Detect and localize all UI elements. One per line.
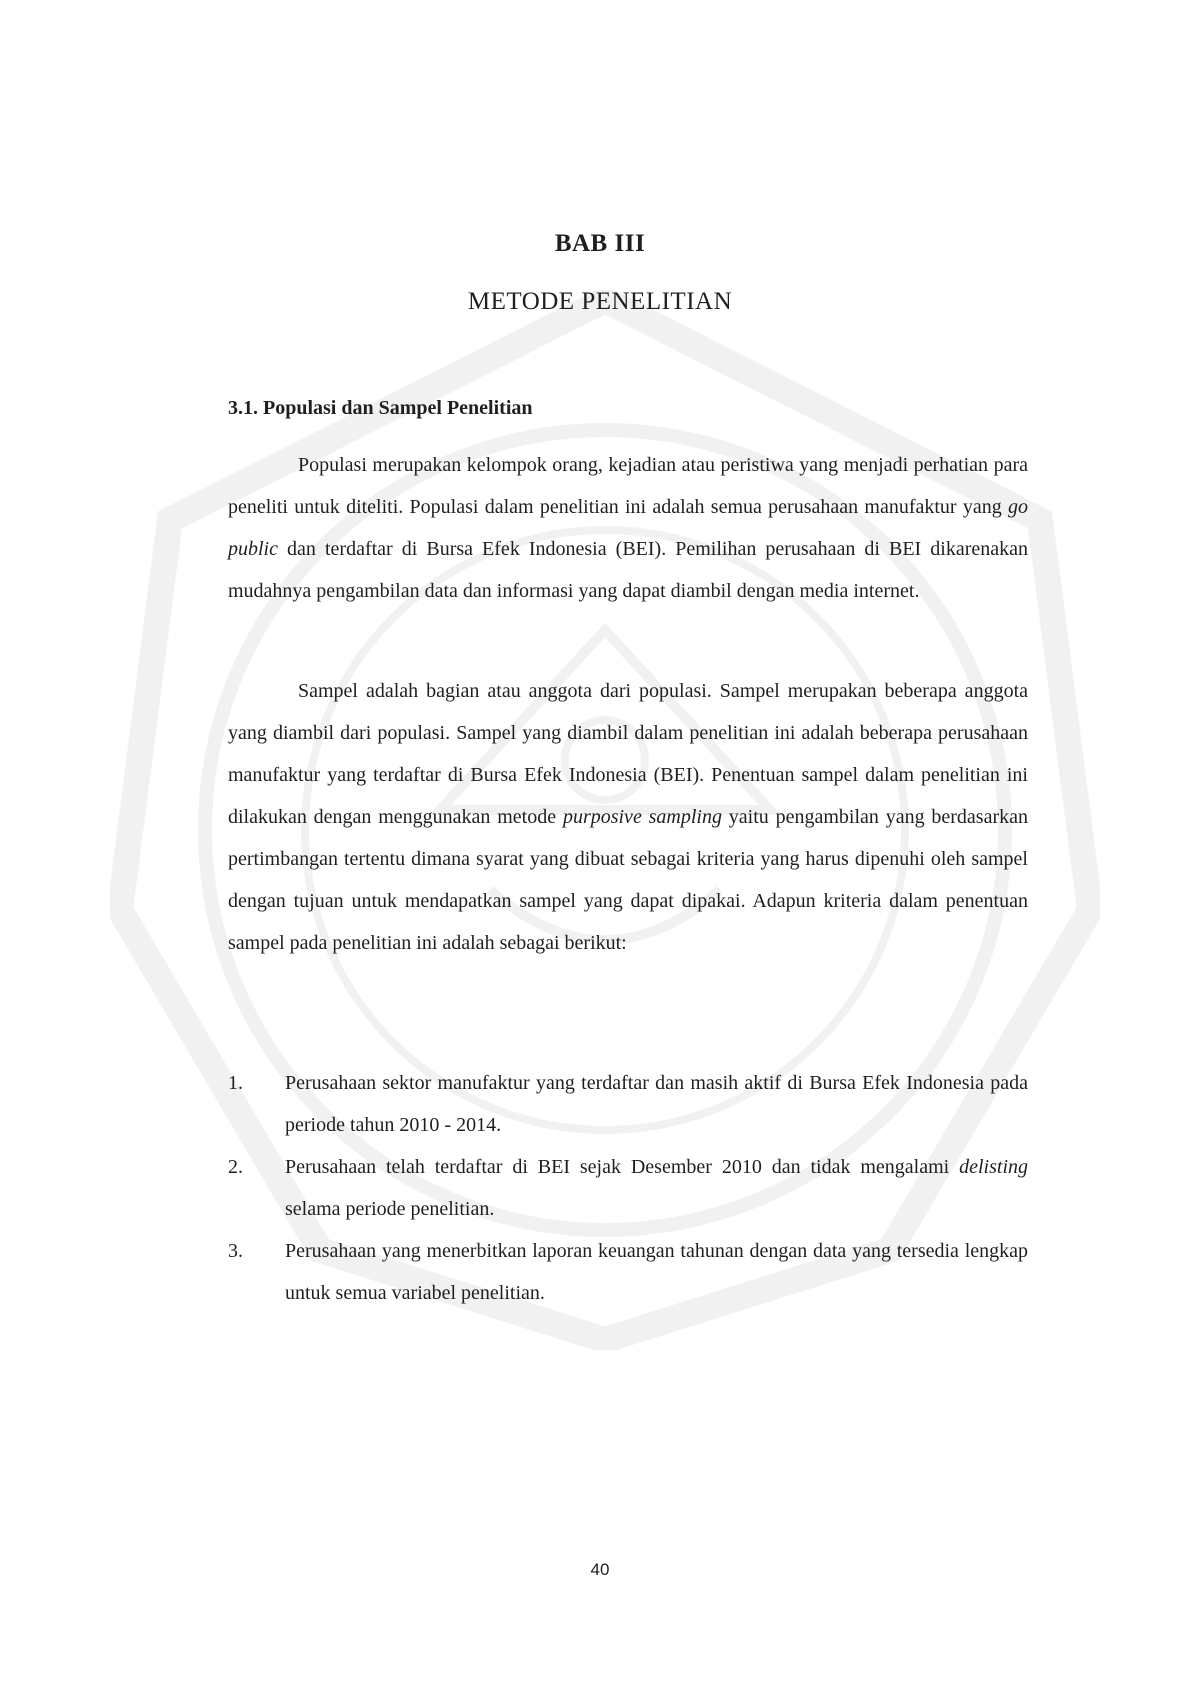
list-item-text: Perusahaan yang menerbitkan laporan keuangan tahunan dengan data yang tersedia lengkap untuk semua variabel penelitian. <box>285 1240 1028 1304</box>
list-item <box>228 1146 1028 1230</box>
list-item-text: Perusahaan telah terdaftar di BEI sejak Desember 2010 dan tidak mengalami <box>285 1156 960 1178</box>
section-heading: 3.1. Populasi dan Sampel Penelitian <box>228 397 533 419</box>
page-number: 40 <box>590 1560 610 1579</box>
criteria-list <box>228 1062 1028 1314</box>
paragraph-text: yaitu pengambilan yang berdasarkan pertimbangan tertentu dimana syarat yang dibuat sebagai kriteria yang harus dipenuhi oleh sampel dengan tujuan untuk mendapatkan sampel yang dapat dipakai. Adapun kriteria dalam penentuan sampel pada penelitian ini adalah sebagai berikut: <box>228 806 1028 954</box>
paragraph-text: dan terdaftar di Bursa Efek Indonesia (BEI). Pemilihan perusahaan di BEI dikarenakan mudahnya pengambilan data dan informasi yang dapat diambil dengan media internet. <box>228 538 1028 602</box>
paragraph-population <box>228 444 1028 612</box>
list-item-text: Perusahaan sektor manufaktur yang terdaftar dan masih aktif di Bursa Efek Indonesia pada periode tahun 2010 - 2014. <box>285 1072 1028 1136</box>
chapter-title: METODE PENELITIAN <box>467 288 733 315</box>
paragraph-sample <box>228 670 1028 964</box>
paragraph-text: Sampel adalah bagian atau anggota dari populasi. Sampel merupakan beberapa anggota yang diambil dari populasi. Sampel yang diambil dalam penelitian ini adalah beberapa perusahaan manufaktur yang terdaftar di Bursa Efek Indonesia (BEI). Penentuan sampel dalam penelitian ini dilakukan dengan menggunakan metode <box>228 680 1028 828</box>
list-number: 1. <box>228 1072 243 1094</box>
chapter-heading: BAB III <box>554 230 646 257</box>
list-number: 3. <box>228 1240 243 1262</box>
list-item <box>228 1230 1028 1314</box>
italic-term: go public <box>228 496 1028 560</box>
paragraph-text: Populasi merupakan kelompok orang, kejadian atau peristiwa yang menjadi perhatian para peneliti untuk diteliti. Populasi dalam penelitian ini adalah semua perusahaan manufaktur yang <box>228 454 1028 518</box>
list-number: 2. <box>228 1156 243 1178</box>
list-item <box>228 1062 1028 1146</box>
list-item-text: selama periode penelitian. <box>285 1198 495 1220</box>
italic-term: delisting <box>959 1156 1028 1178</box>
italic-term: purposive sampling <box>562 806 722 828</box>
